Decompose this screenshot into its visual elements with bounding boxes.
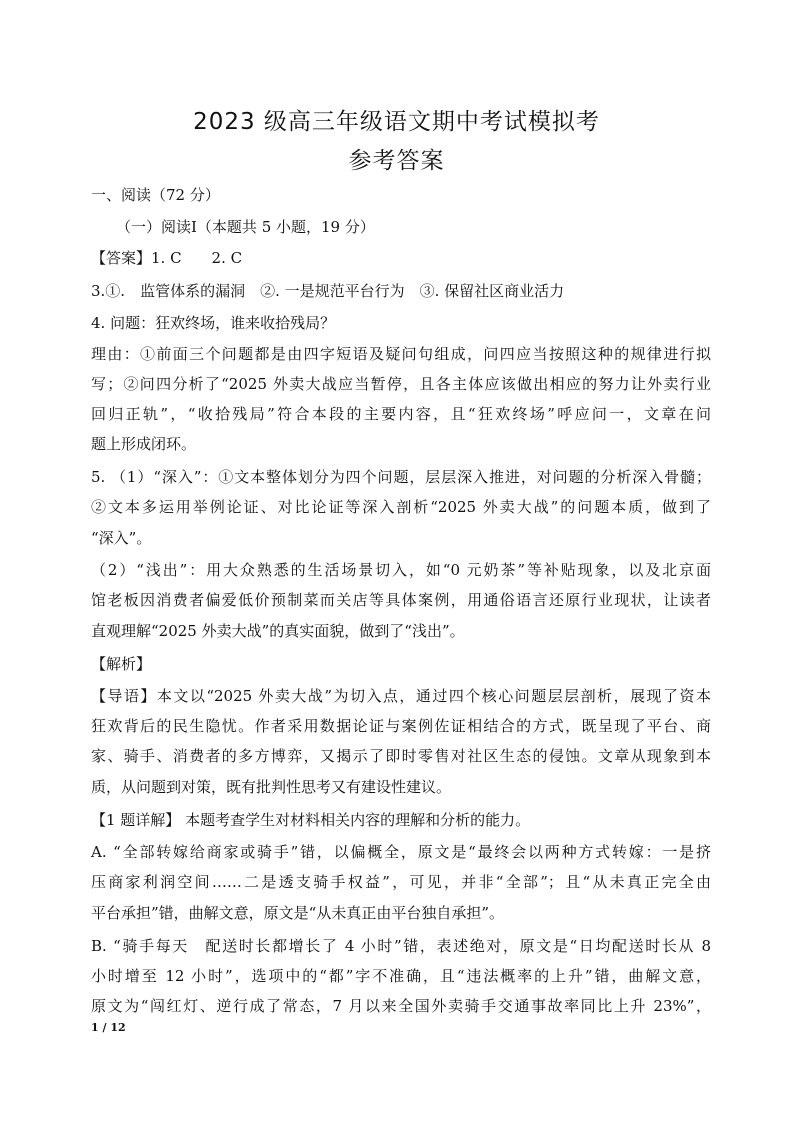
document-title: 2023 级高三年级语文期中考试模拟考 xyxy=(193,109,600,135)
analysis-line: 压商家利润空间……二是透支骑手权益”，可见，并非“全部”；且“从未真正完全由 xyxy=(91,873,711,891)
answer-line: 5. （1）“深入”：①文本整体划分为四个问题，层层深入推进，对问题的分析深入骨髓； xyxy=(91,468,711,486)
analysis-line: A. “全部转嫁给商家或骑手”错，以偏概全，原文是“最终会以两种方式转嫁：一是挤 xyxy=(91,843,711,861)
answer-line: “深入”。 xyxy=(91,529,152,547)
analysis-line: 家、骑手、消费者的多方博弈，又揭示了即时零售对社区生态的侵蚀。文章从现象到本 xyxy=(91,747,711,765)
answer-line: 回归正轨”，“收拾残局”符合本段的主要内容，且“狂欢终场”呼应问一，文章在问 xyxy=(91,405,711,423)
analysis-line: 狂欢背后的民生隐忧。作者采用数据论证与案例佐证相结合的方式，既呈现了平台、商 xyxy=(91,717,711,735)
page-number: 1 / 12 xyxy=(91,1021,126,1034)
answer-line: 理由：①前面三个问题都是由四字短语及疑问句组成，问四应当按照这种的规律进行拟 xyxy=(91,345,711,363)
document-subtitle: 参考答案 xyxy=(348,148,445,174)
analysis-line: 【1 题详解】 本题考查学生对材料相关内容的理解和分析的能力。 xyxy=(91,811,531,829)
subsection-heading: （一）阅读Ⅰ（本题共 5 小题，19 分） xyxy=(116,218,375,236)
answer-line: 直观理解“2025 外卖大战”的真实面貌，做到了“浅出”。 xyxy=(91,622,465,640)
analysis-line: 原文为“闯红灯、逆行成了常态，7 月以来全国外卖骑手交通事故率同比上升 23%”， xyxy=(91,997,711,1015)
analysis-line: 平台承担”错，曲解文意，原文是“从未真正由平台独自承担”。 xyxy=(91,904,505,922)
answer-line: ②文本多运用举例论证、对比论证等深入剖析“2025 外卖大战”的问题本质，做到了 xyxy=(91,498,711,516)
answer-line: 4. 问题：狂欢终场，谁来收拾残局？ xyxy=(91,314,336,332)
answer-line: 3.①. 监管体系的漏洞 ②. 一是规范平台行为 ③. 保留社区商业活力 xyxy=(91,282,565,300)
answer-line: （2）“浅出”：用大众熟悉的生活场景切入，如“0 元奶茶”等补贴现象，以及北京面 xyxy=(91,561,711,579)
analysis-line: 【导语】本文以“2025 外卖大战”为切入点，通过四个核心问题层层剖析，展现了资本 xyxy=(91,687,711,705)
answer-line: 馆老板因消费者偏爱低价预制菜而关店等具体案例，用通俗语言还原行业现状，让读者 xyxy=(91,591,711,609)
analysis-line: 质，从问题到对策，既有批判性思考又有建设性建议。 xyxy=(91,778,452,796)
section-heading: 一、阅读（72 分） xyxy=(91,186,220,204)
answer-line: 【答案】1. C 2. C xyxy=(91,249,243,267)
answer-line: 题上形成闭环。 xyxy=(91,435,197,453)
answer-line: 写；②问四分析了“2025 外卖大战应当暂停，且各主体应该做出相应的努力让外卖行业 xyxy=(91,375,711,393)
analysis-line: 小时增至 12 小时”，选项中的“都”字不准确，且“违法概率的上升”错，曲解文意， xyxy=(91,967,711,985)
analysis-line: B. “骑手每天 配送时长都增长了 4 小时”错，表述绝对，原文是“日均配送时长从 8 xyxy=(91,937,711,955)
analysis-heading: 【解析】 xyxy=(91,655,152,673)
